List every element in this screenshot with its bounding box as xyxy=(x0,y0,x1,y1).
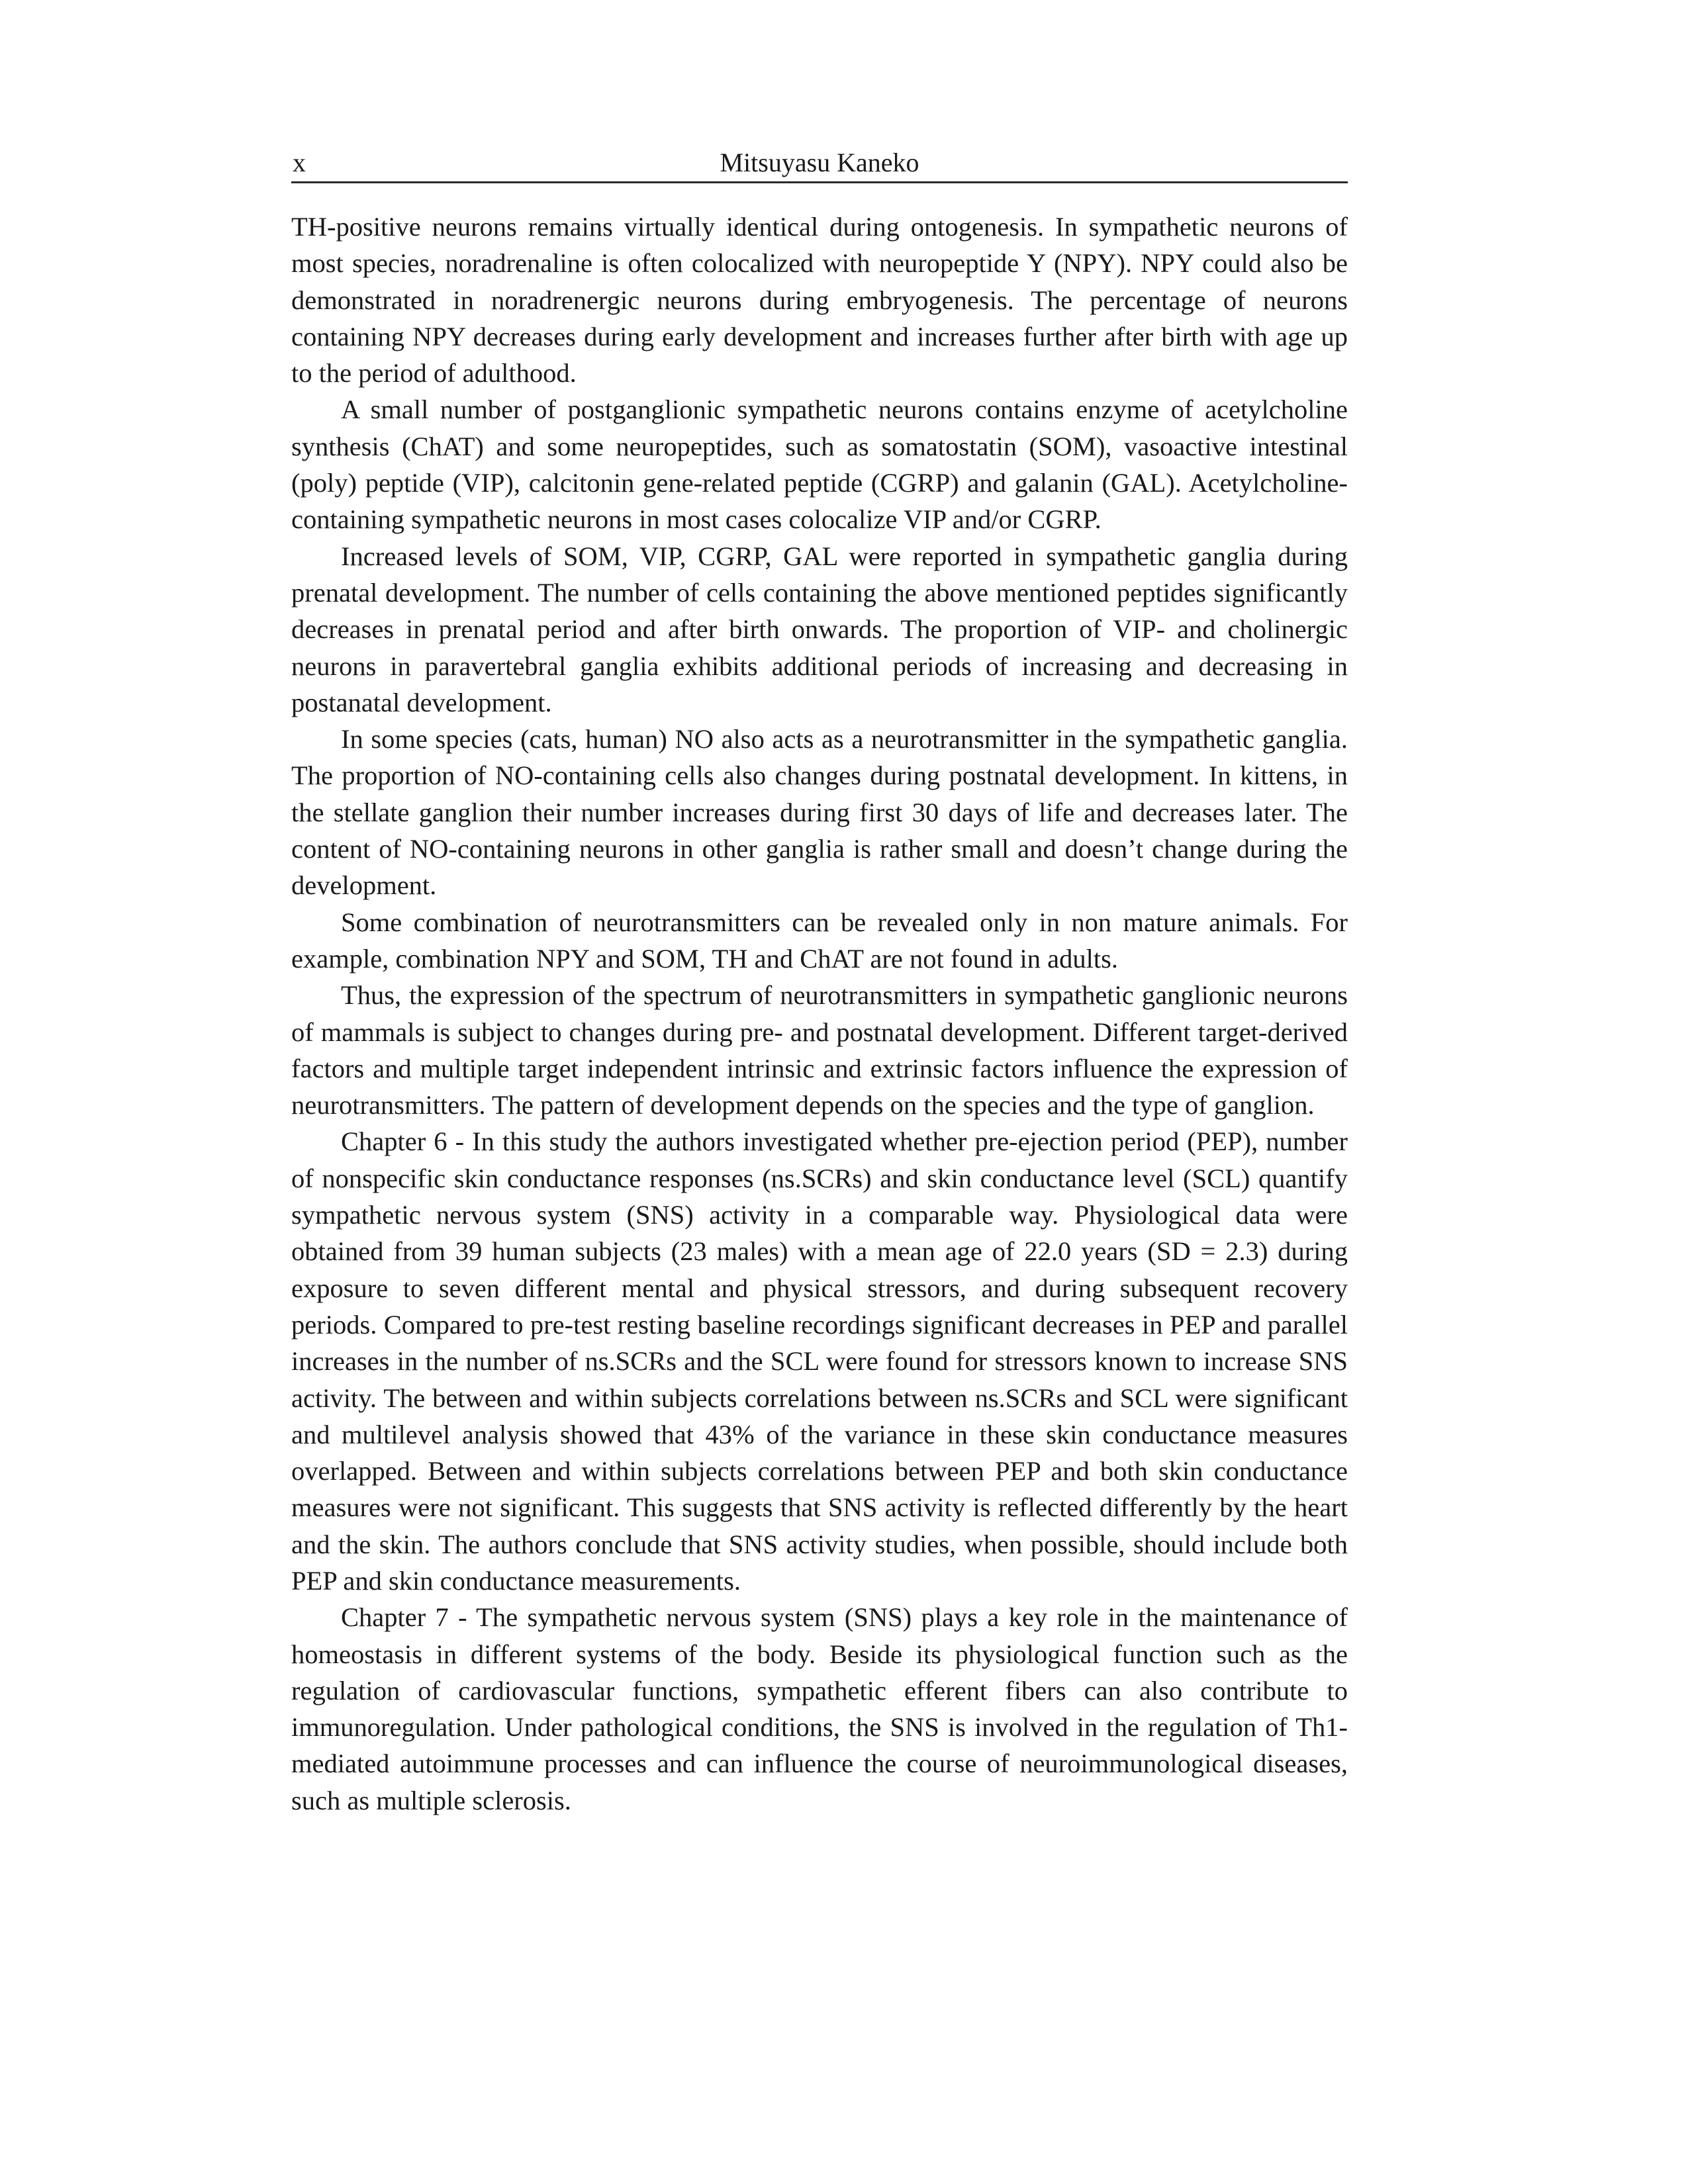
paragraph-th-npy-ontogenesis: TH-positive neurons remains virtually identical during ontogenesis. In sympathetic neurons of most species, noradrenaline is often colocalized with neuropeptide Y (NPY). NPY could also be demonstrated in noradrenergic neurons during embryogenesis. The percentage of neurons containing NPY decreases during early development and increases further after birth with age up to the period of adulthood. xyxy=(291,212,1348,388)
page-number: x xyxy=(293,148,306,177)
paragraph-nitric-oxide: In some species (cats, human) NO also acts as a neurotransmitter in the sympathetic ganglia. The proportion of NO-containing cells also changes during postnatal development. In kittens, in the stellate ganglion their number increases during first 30 days of life and decreases later. The content of NO-containing neurons in other ganglia is rather small and doesn’t change during the development. xyxy=(291,724,1348,901)
paragraph-chapter-7: Chapter 7 - The sympathetic nervous system (SNS) plays a key role in the maintenance of homeostasis in different systems of the body. Beside its physiological function such as the regulation of cardiovascular functions, sympathetic efferent fibers can also contribute to immunoregulation. Under pathological conditions, the SNS is involved in the regulation of Th1-mediated autoimmune processes and can influence the course of neuroimmunological diseases, such as multiple sclerosis. xyxy=(291,1602,1348,1815)
running-title-author: Mitsuyasu Kaneko xyxy=(720,148,919,177)
paragraph-prenatal-peptides: Increased levels of SOM, VIP, CGRP, GAL were reported in sympathetic ganglia during prenatal development. The number of cells containing the above mentioned peptides significantly decreases in prenatal period and after birth onwards. The proportion of VIP- and cholinergic neurons in paravertebral ganglia exhibits additional periods of increasing and decreasing in postanatal development. xyxy=(291,541,1348,717)
paragraph-chapter-6: Chapter 6 - In this study the authors investigated whether pre-ejection period (PEP), number of nonspecific skin conductance responses (ns.SCRs) and skin conductance level (SCL) quantify sympathetic nervous system (SNS) activity in a comparable way. Physiological data were obtained from 39 human subjects (23 males) with a mean age of 22.0 years (SD = 2.3) during exposure to seven different mental and physical stressors, and during subsequent recovery periods. Compared to pre-test resting baseline recordings significant decreases in PEP and parallel increases in the number of ns.SCRs and the SCL were found for stressors known to increase SNS activity. The between and within subjects correlations between ns.SCRs and SCL were significant and multilevel analysis showed that 43% of the variance in these skin conductance measures overlapped. Between and within subjects correlations between PEP and both skin conductance measures were not significant. This suggests that SNS activity is reflected differently by the heart and the skin. The authors conclude that SNS activity studies, when possible, should include both PEP and skin conductance measurements. xyxy=(291,1126,1348,1596)
paragraph-summary: Thus, the expression of the spectrum of neurotransmitters in sympathetic ganglionic neurons of mammals is subject to changes during pre- and postnatal development. Different target-derived factors and multiple target independent intrinsic and extrinsic factors influence the expression of neurotransmitters. The pattern of development depends on the species and the type of ganglion. xyxy=(291,980,1348,1120)
body-text xyxy=(291,208,1348,1819)
book-page xyxy=(291,144,1348,1819)
paragraph-cholinergic-neuropeptides: A small number of postganglionic sympathetic neurons contains enzyme of acetylcholine synthesis (ChAT) and some neuropeptides, such as somatostatin (SOM), vasoactive intestinal (poly) peptide (VIP), calcitonin gene-related peptide (CGRP) and galanin (GAL). Acetylcholine-containing sympathetic neurons in most cases colocalize VIP and/or CGRP. xyxy=(291,394,1348,535)
running-head xyxy=(291,144,1348,183)
paragraph-immature-combinations: Some combination of neurotransmitters can be revealed only in non mature animals. For example, combination NPY and SOM, TH and ChAT are not found in adults. xyxy=(291,907,1348,974)
